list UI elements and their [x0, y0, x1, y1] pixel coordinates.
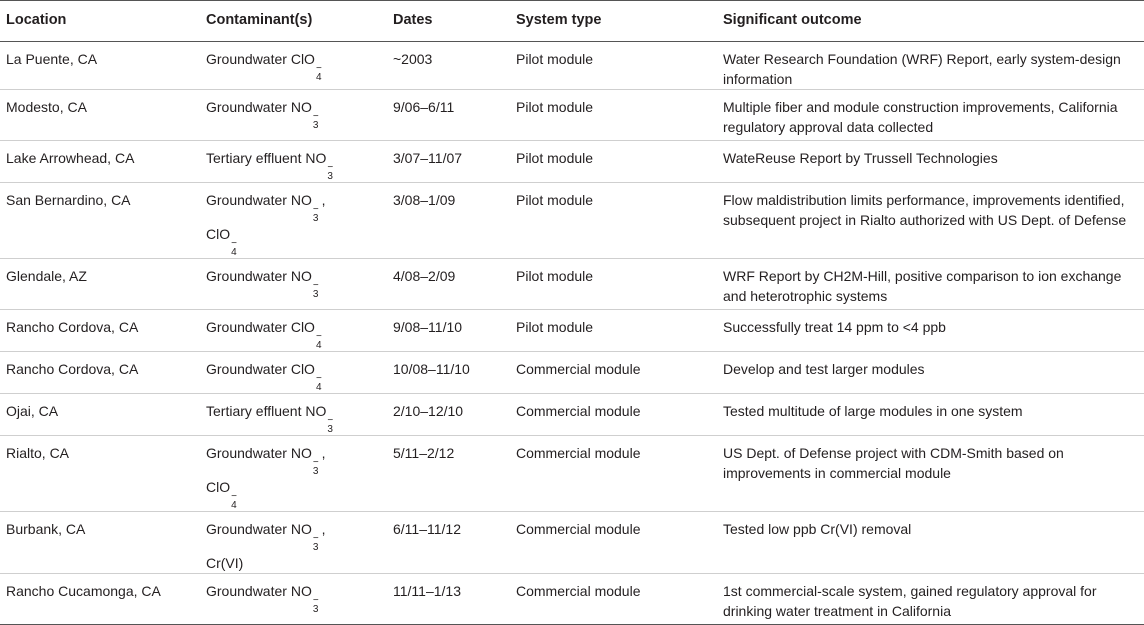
table-row: [0, 394, 1144, 436]
ion-charge: −: [231, 238, 237, 249]
cell-system-type: Commercial module: [510, 352, 717, 394]
ion-base: ClO: [290, 361, 315, 377]
cell-outcome: Multiple fiber and module construction improvements, California regulatory approval data collected: [717, 90, 1144, 141]
cell-dates: 6/11–11/12: [387, 512, 510, 574]
table-row: [0, 42, 1144, 90]
ion-base: NO: [290, 521, 312, 537]
header-significant-outcome: Significant outcome: [717, 1, 1144, 42]
table-row: [0, 259, 1144, 310]
cell-contaminants: [200, 394, 387, 436]
contaminant-source: Groundwater: [206, 361, 291, 377]
ion-base: NO: [290, 192, 312, 208]
ion-formula: [305, 150, 334, 182]
cell-contaminants: [200, 574, 387, 625]
ion-formula: [290, 99, 319, 131]
ion-subscript: 3: [312, 542, 319, 553]
cell-location: Lake Arrowhead, CA: [0, 141, 200, 183]
ion-charge: −: [312, 533, 319, 544]
cell-contaminants: [200, 436, 387, 512]
ion-charge: −: [312, 111, 319, 122]
ion-charge: −: [312, 280, 319, 291]
contaminant-source: Groundwater: [206, 51, 291, 67]
cell-dates: 9/08–11/10: [387, 310, 510, 352]
ion-base: ClO: [206, 479, 231, 495]
ion-formula: [290, 268, 319, 300]
contaminant-line: [206, 401, 387, 435]
ion-charge: −: [315, 331, 322, 342]
ion-subscript: 3: [312, 466, 319, 477]
cell-dates: 3/08–1/09: [387, 183, 510, 259]
ion-formula: [290, 51, 322, 83]
cell-dates: 2/10–12/10: [387, 394, 510, 436]
contaminant-source: Groundwater: [206, 99, 291, 115]
cell-outcome: Successfully treat 14 ppm to <4 ppb: [717, 310, 1144, 352]
ion-base: ClO: [290, 319, 315, 335]
cell-system-type: Pilot module: [510, 310, 717, 352]
contaminant-source: Groundwater: [206, 521, 291, 537]
ion-formula: [305, 403, 334, 435]
cell-system-type: Commercial module: [510, 436, 717, 512]
contaminant-line: [206, 553, 387, 573]
cell-location: Modesto, CA: [0, 90, 200, 141]
ion-subscript: 4: [315, 382, 322, 393]
ion-subscript: 4: [231, 500, 237, 511]
table-row: [0, 310, 1144, 352]
contaminant-source: Groundwater: [206, 319, 291, 335]
cell-outcome: WateReuse Report by Trussell Technologies: [717, 141, 1144, 183]
ion-subscript: 3: [327, 171, 333, 182]
cell-dates: 4/08–2/09: [387, 259, 510, 310]
ion-formula: [290, 361, 322, 393]
header-contaminants: Contaminant(s): [200, 1, 387, 42]
cell-location: Rialto, CA: [0, 436, 200, 512]
ion-charge: −: [327, 162, 334, 173]
cell-outcome: Water Research Foundation (WRF) Report, early system-design information: [717, 42, 1144, 90]
cell-outcome: Tested low ppb Cr(VI) removal: [717, 512, 1144, 574]
cell-contaminants: [200, 512, 387, 574]
ion-formula: [290, 583, 319, 615]
cell-contaminants: [200, 310, 387, 352]
cell-contaminants: [200, 183, 387, 259]
cell-dates: 5/11–2/12: [387, 436, 510, 512]
cell-contaminants: [200, 259, 387, 310]
cell-system-type: Commercial module: [510, 394, 717, 436]
cell-contaminants: [200, 42, 387, 90]
cell-system-type: Pilot module: [510, 183, 717, 259]
ion-subscript: 4: [315, 340, 322, 351]
header-system-type: System type: [510, 1, 717, 42]
ion-subscript: 3: [312, 213, 319, 224]
ion-subscript: 4: [315, 72, 322, 83]
contaminant-line: [206, 49, 387, 83]
contaminant-line: [206, 581, 387, 615]
ion-charge: −: [312, 595, 319, 606]
cell-location: La Puente, CA: [0, 42, 200, 90]
table-row: [0, 512, 1144, 574]
table-body: [0, 42, 1144, 625]
ion-base: NO: [290, 445, 312, 461]
cell-outcome: 1st commercial-scale system, gained regulatory approval for drinking water treatment in California: [717, 574, 1144, 625]
cell-outcome: Flow maldistribution limits performance, improvements identified, subsequent project in Rialto authorized with US Dept. of Defense: [717, 183, 1144, 259]
ion-base: NO: [305, 403, 327, 419]
cell-contaminants: [200, 352, 387, 394]
contaminant-source: Tertiary effluent: [206, 403, 306, 419]
ion-base: NO: [305, 150, 327, 166]
ion-formula: [206, 226, 237, 258]
cell-contaminants: [200, 90, 387, 141]
table-row: [0, 183, 1144, 259]
cell-location: San Bernardino, CA: [0, 183, 200, 259]
cell-outcome: US Dept. of Defense project with CDM-Smith based on improvements in commercial module: [717, 436, 1144, 512]
contaminant-line: [206, 359, 387, 393]
contaminant-separator: ,: [321, 445, 326, 461]
header-dates: Dates: [387, 1, 510, 42]
contaminant-source: Tertiary effluent: [206, 150, 306, 166]
cell-system-type: Pilot module: [510, 42, 717, 90]
ion-formula: [290, 445, 319, 477]
contaminant-source: Groundwater: [206, 445, 291, 461]
ion-base: NO: [290, 583, 312, 599]
cell-system-type: Pilot module: [510, 141, 717, 183]
contaminant-separator: ,: [321, 521, 326, 537]
ion-base: NO: [290, 99, 312, 115]
cell-dates: 9/06–6/11: [387, 90, 510, 141]
contaminant-source: Groundwater: [206, 192, 291, 208]
cell-dates: 10/08–11/10: [387, 352, 510, 394]
ion-formula: [290, 319, 322, 351]
contaminant-line: [206, 97, 387, 131]
cell-location: Rancho Cordova, CA: [0, 352, 200, 394]
table-row: [0, 574, 1144, 625]
cell-system-type: Commercial module: [510, 574, 717, 625]
contaminant-line: [206, 519, 387, 553]
cell-location: Rancho Cordova, CA: [0, 310, 200, 352]
contaminant-source: Groundwater: [206, 583, 291, 599]
ion-subscript: 3: [327, 424, 333, 435]
contaminant-line: [206, 148, 387, 182]
cell-system-type: Pilot module: [510, 90, 717, 141]
cell-dates: ~2003: [387, 42, 510, 90]
ion-formula: [290, 192, 319, 224]
contaminant-source: Groundwater: [206, 268, 291, 284]
cell-location: Rancho Cucamonga, CA: [0, 574, 200, 625]
ion-charge: −: [327, 415, 334, 426]
cell-dates: 11/11–1/13: [387, 574, 510, 625]
cell-contaminants: [200, 141, 387, 183]
contaminant-separator: ,: [321, 192, 326, 208]
cell-location: Ojai, CA: [0, 394, 200, 436]
table-row: [0, 141, 1144, 183]
ion-base: ClO: [290, 51, 315, 67]
contaminant-source: Cr(VI): [206, 555, 244, 571]
cell-outcome: Develop and test larger modules: [717, 352, 1144, 394]
table-row: [0, 90, 1144, 141]
contaminant-line: [206, 317, 387, 351]
ion-subscript: 3: [312, 604, 319, 615]
cell-system-type: Commercial module: [510, 512, 717, 574]
contaminant-line: [206, 477, 387, 511]
cell-outcome: Tested multitude of large modules in one system: [717, 394, 1144, 436]
contaminant-line: [206, 224, 387, 258]
contaminant-line: [206, 443, 387, 477]
ion-formula: [206, 479, 237, 511]
contaminant-line: [206, 266, 387, 300]
ion-charge: −: [312, 457, 319, 468]
ion-subscript: 4: [231, 247, 237, 258]
ion-base: ClO: [206, 226, 231, 242]
table-row: [0, 352, 1144, 394]
ion-charge: −: [315, 373, 322, 384]
cell-location: Burbank, CA: [0, 512, 200, 574]
header-row: [0, 1, 1144, 42]
ion-charge: −: [231, 491, 237, 502]
ion-charge: −: [312, 204, 319, 215]
table-row: [0, 436, 1144, 512]
header-location: Location: [0, 1, 200, 42]
ion-subscript: 3: [312, 289, 319, 300]
cell-outcome: WRF Report by CH2M-Hill, positive comparison to ion exchange and heterotrophic systems: [717, 259, 1144, 310]
ion-charge: −: [315, 63, 322, 74]
ion-subscript: 3: [312, 120, 319, 131]
ion-base: NO: [290, 268, 312, 284]
cell-dates: 3/07–11/07: [387, 141, 510, 183]
ion-formula: [290, 521, 319, 553]
cell-system-type: Pilot module: [510, 259, 717, 310]
contaminant-line: [206, 190, 387, 224]
cell-location: Glendale, AZ: [0, 259, 200, 310]
